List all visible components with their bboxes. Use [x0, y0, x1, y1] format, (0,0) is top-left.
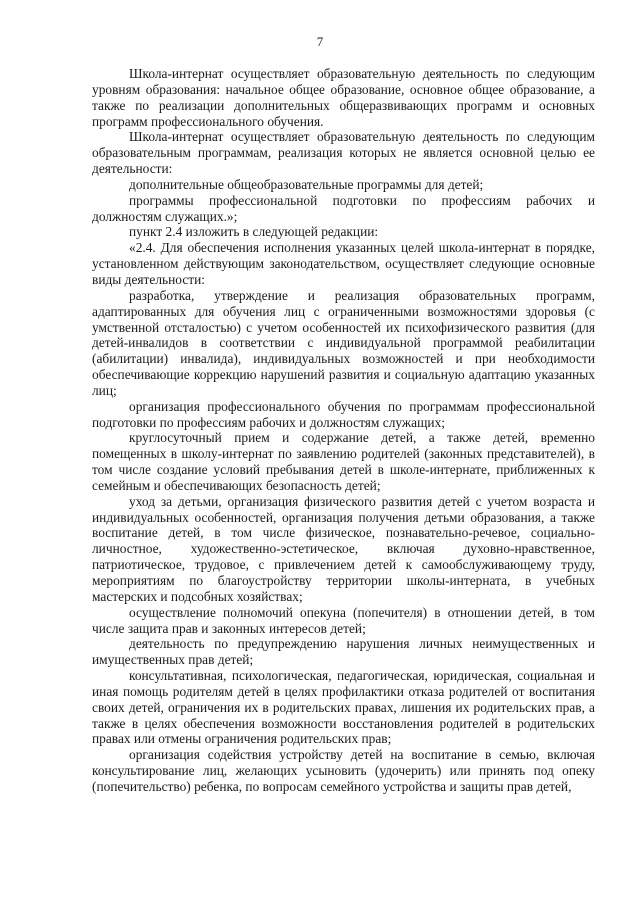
paragraph: Школа-интернат осуществляет образовательную деятельность по следующим образовательным программам, реализация которых не является основной целью ее деятельности: [92, 129, 595, 177]
paragraph: разработка, утверждение и реализация образовательных программ, адаптированных для обучения лиц с ограниченными возможностями здоровья (с умственной отсталостью) с учетом особенностей их психофизического развития (для детей-инвалидов в соответствии с индивидуальной программой реабилитации (абилитации) инвалида), индивидуальных возможностей и при необходимости обеспечивающие коррекцию нарушений развития и социальную адаптацию указанных лиц; [92, 287, 595, 398]
paragraph: Школа-интернат осуществляет образовательную деятельность по следующим уровням образования: начальное общее образование, основное общее образование, а также по реализации дополнительных общеразвивающих программ и основных программ профессионального обучения. [92, 66, 595, 129]
paragraph: программы профессиональной подготовки по профессиям рабочих и должностям служащих.»; [92, 192, 595, 224]
paragraph: осуществление полномочий опекуна (попечителя) в отношении детей, в том числе защита прав и законных интересов детей; [92, 604, 595, 636]
paragraph: деятельность по предупреждению нарушения личных неимущественных и имущественных прав детей; [92, 636, 595, 668]
paragraph: «2.4. Для обеспечения исполнения указанных целей школа-интернат в порядке, установленном действующим законодательством, осуществляет следующие основные виды деятельности: [92, 240, 595, 287]
paragraph: пункт 2.4 изложить в следующей редакции: [129, 224, 379, 240]
paragraph: круглосуточный прием и содержание детей, а также детей, временно помещенных в школу-интернат по заявлению родителей (законных представителей), в том числе создание условий пребывания детей в школе-интернате, приближенных к семейным и обеспечивающих безопасность детей; [92, 430, 595, 493]
paragraph: организация содействия устройству детей на воспитание в семью, включая консультирование лиц, желающих усыновить (удочерить) или принять под опеку (попечительство) ребенка, по вопросам семейного устройства и защиты прав детей, [92, 747, 595, 794]
paragraph: дополнительные общеобразовательные программы для детей; [129, 176, 484, 192]
document-body [92, 66, 595, 795]
paragraph: организация профессионального обучения по программам профессиональной подготовки по профессиям рабочих и должностям служащих; [92, 398, 595, 430]
page-number: 7 [316, 34, 324, 49]
paragraph: консультативная, психологическая, педагогическая, юридическая, социальная и иная помощь родителям детей в целях профилактики отказа родителей от воспитания своих детей, ограничения их в родительских правах, лишения их родительских прав, а также в целях обеспечения возможности восстановления родителей в родительских правах или отмены ограничения родительских прав; [92, 668, 595, 747]
paragraph: уход за детьми, организация физического развития детей с учетом возраста и индивидуальных особенностей, организация получения детьми образования, а также воспитание детей, в том числе физическое, познавательно-речевое, социально-личностное, художественно-эстетическое, включая духовно-нравственное, патриотическое, трудовое, с привлечением детей к самообслуживающему труду, мероприятиям по благоустройству территории школы-интерната, в учебных мастерских и подсобных хозяйствах; [92, 493, 595, 604]
